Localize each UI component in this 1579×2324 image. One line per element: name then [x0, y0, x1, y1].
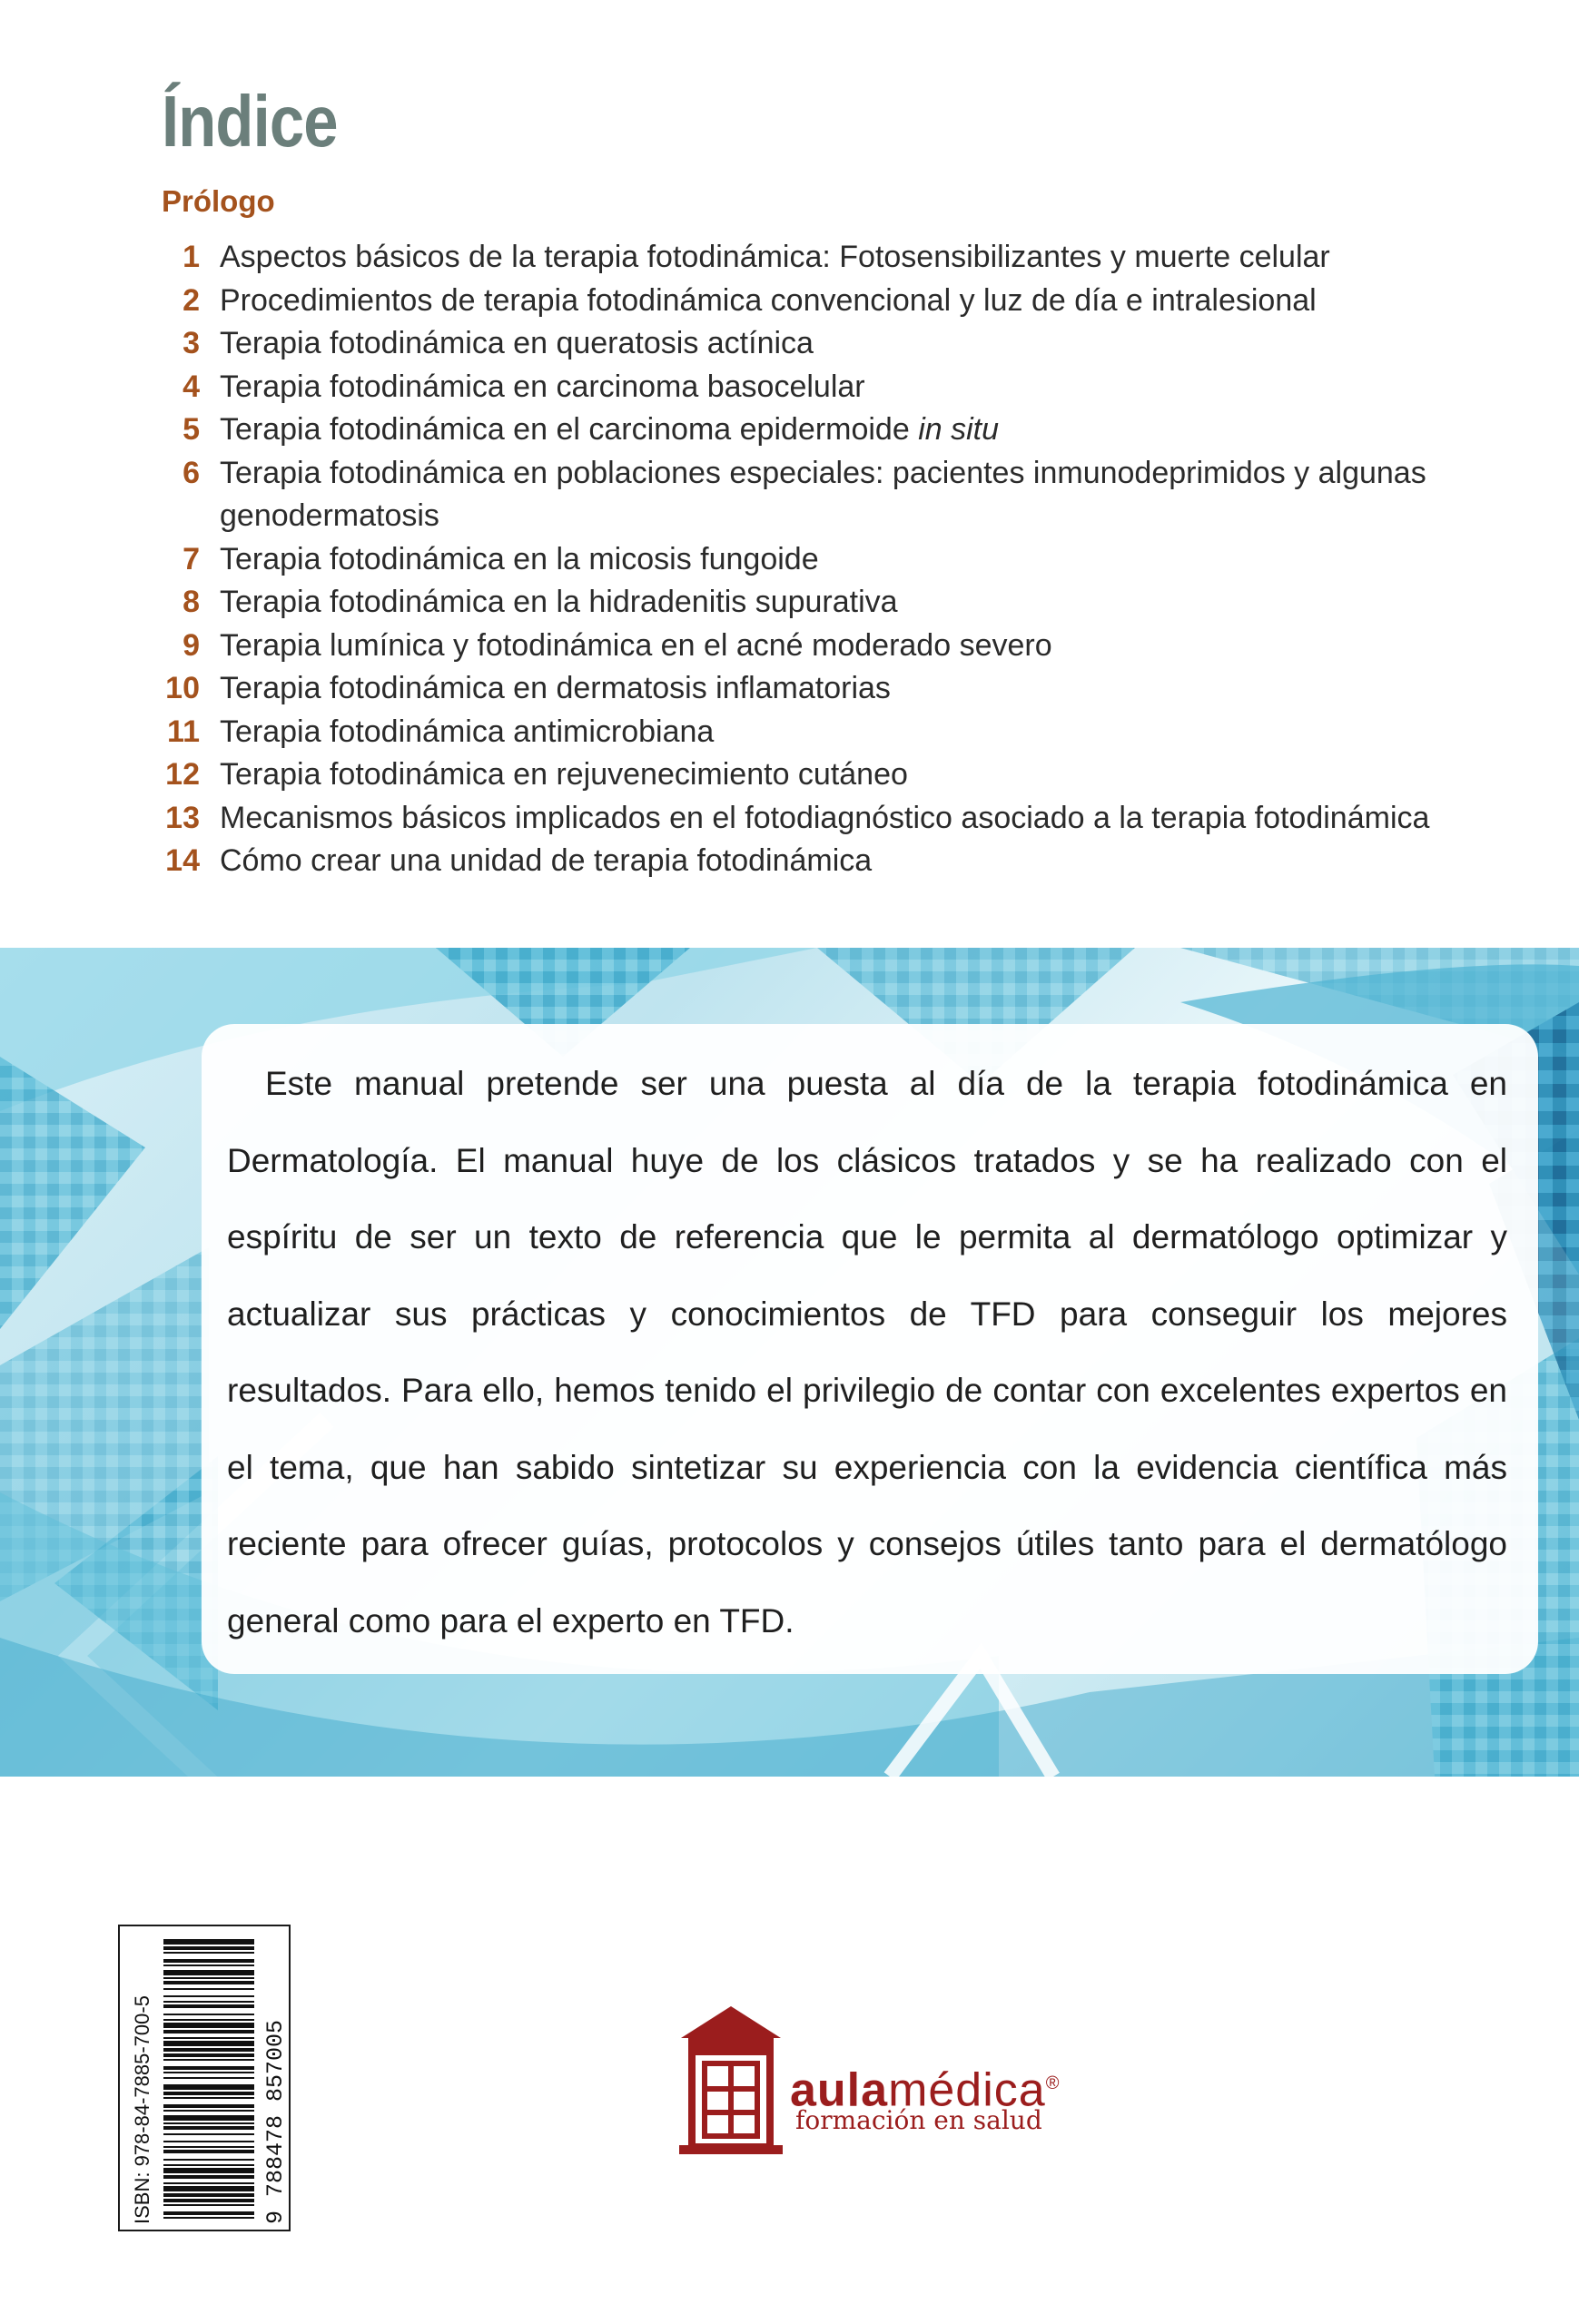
barcode-bar — [163, 2104, 254, 2108]
publisher-name-part1: aula — [790, 2063, 889, 2117]
toc-item-number: 10 — [165, 671, 200, 705]
toc-item-number: 8 — [183, 585, 200, 619]
barcode-bar — [163, 2199, 254, 2202]
barcode-bar — [163, 2092, 254, 2095]
toc-item-title-text: Cómo crear una unidad de terapia fotodinámica — [220, 843, 873, 878]
toc-item — [162, 236, 1487, 280]
description-text: Este manual pretende ser una puesta al día de la terapia fotodinámica en Dermatología. El manual huye de los clásicos tratados y se ha realizado con el espíritu de ser un texto de referencia que le permita al dermatólogo optimizar y actualizar sus prácticas y conocimientos de TFD para conseguir los mejores resultados. Para ello, hemos tenido el privilegio de contar con excelentes expertos en el tema, que han sabido sintetizar su experiencia con la evidencia científica más reciente para ofrecer guías, protocolos y consejos útiles tanto para el dermatólogo general como para el experto en TFD. — [227, 1065, 1507, 1640]
registered-mark: ® — [1045, 2073, 1061, 2093]
toc-list — [162, 236, 1487, 883]
toc-item-title-text: Terapia fotodinámica en carcinoma basocelular — [220, 369, 865, 404]
barcode-bar — [163, 2168, 254, 2173]
toc-item-title-text: Terapia fotodinámica en la micosis fungoide — [220, 541, 819, 576]
toc-item-title — [220, 667, 1487, 711]
toc-item — [162, 753, 1487, 797]
description-box — [202, 1024, 1538, 1674]
toc-item — [162, 409, 1487, 452]
toc-item — [162, 366, 1487, 409]
toc-item-title-text: Terapia lumínica y fotodinámica en el acné moderado severo — [220, 627, 1052, 663]
publisher-tagline: formación en salud — [795, 2105, 1042, 2135]
barcode-bar — [163, 2110, 254, 2112]
toc-item-title-italic: in situ — [918, 412, 1000, 447]
barcode-bar — [163, 2037, 254, 2039]
toc-title: Índice — [162, 81, 338, 162]
barcode-bar — [163, 2097, 254, 2099]
barcode-bar — [163, 2217, 254, 2219]
barcode-bar — [163, 1965, 254, 1966]
toc-item-title — [220, 797, 1487, 841]
barcode-bar — [163, 2059, 254, 2061]
toc-item-title — [220, 840, 1487, 883]
barcode-bar — [163, 1981, 254, 1984]
toc-item-number: 4 — [183, 369, 200, 404]
publisher-name-part2: médica — [888, 2063, 1046, 2117]
toc-item — [162, 280, 1487, 323]
toc-item-title-text: Terapia fotodinámica antimicrobiana — [220, 714, 715, 749]
barcode-bar — [163, 2066, 254, 2070]
toc-item — [162, 625, 1487, 668]
toc-item-title-text: Aspectos básicos de la terapia fotodinámica: Fotosensibilizantes y muerte celular — [220, 240, 1330, 274]
barcode-bar — [163, 1946, 254, 1950]
barcode-bar — [163, 1977, 254, 1979]
toc-item-number: 2 — [183, 282, 200, 318]
toc-item-number: 6 — [183, 455, 200, 490]
toc-item-title — [220, 753, 1487, 797]
barcode-bar — [163, 2204, 254, 2206]
barcode-bar — [163, 2048, 254, 2052]
toc-item-title-text: Terapia fotodinámica en el carcinoma epidermoide — [220, 412, 910, 447]
toc-item-title — [220, 280, 1487, 323]
toc-item-title — [220, 322, 1487, 366]
barcode-bar — [163, 2001, 254, 2003]
toc-item-title — [220, 538, 1487, 582]
toc-item-number: 5 — [183, 412, 200, 447]
toc-item-number: 13 — [165, 800, 200, 835]
toc-item — [162, 538, 1487, 582]
barcode-bar — [163, 2041, 254, 2046]
barcode-bar — [163, 1959, 254, 1963]
toc-prologue: Prólogo — [162, 184, 275, 218]
barcode-bar — [163, 2023, 254, 2028]
barcode-bar — [163, 1939, 254, 1945]
toc-item — [162, 452, 1487, 538]
toc-item-title — [220, 581, 1487, 625]
table-of-contents — [162, 80, 1487, 883]
toc-item-title-text: Terapia fotodinámica en poblaciones especiales: pacientes inmunodeprimidos y algunas genodermatosis — [220, 455, 1426, 533]
barcode-bar — [163, 2084, 254, 2090]
barcode-bar — [163, 2030, 254, 2034]
barcode-bar — [163, 2077, 254, 2079]
barcode-bar — [163, 2115, 254, 2121]
barcode-bar — [163, 2193, 254, 2197]
toc-item-number: 12 — [165, 757, 200, 792]
toc-item-title — [220, 625, 1487, 668]
toc-item — [162, 667, 1487, 711]
toc-item — [162, 711, 1487, 754]
publisher-logo — [672, 2002, 1071, 2156]
barcode-bar — [163, 2122, 254, 2124]
barcode-graphic — [120, 1926, 292, 2233]
toc-item-number: 3 — [183, 326, 200, 360]
barcode-bar — [163, 2150, 254, 2153]
toc-item-title — [220, 452, 1487, 538]
barcode-number: 9 788478 857005 — [262, 2019, 289, 2224]
barcode-bar — [163, 2133, 254, 2135]
toc-item — [162, 581, 1487, 625]
toc-item-title-text: Terapia fotodinámica en la hidradenitis supurativa — [220, 585, 898, 619]
barcode-bar — [163, 1970, 254, 1975]
toc-item-title-text: Mecanismos básicos implicados en el fotodiagnóstico asociado a la terapia fotodinámica — [220, 800, 1430, 835]
barcode-bar — [163, 2004, 254, 2008]
barcode-bar — [163, 1988, 254, 1990]
barcode-bar — [163, 2175, 254, 2179]
toc-item-number: 9 — [183, 627, 200, 663]
isbn-label: ISBN: 978-84-7885-700-5 — [131, 1995, 153, 2224]
barcode-bar — [163, 2146, 254, 2148]
barcode-bar — [163, 2159, 254, 2161]
barcode-bar — [163, 2182, 254, 2184]
toc-item-number: 11 — [167, 714, 200, 749]
toc-item-number: 14 — [165, 843, 200, 878]
toc-item-title-text: Terapia fotodinámica en rejuvenecimiento cutáneo — [220, 757, 908, 792]
toc-item-title-text: Terapia fotodinámica en queratosis actínica — [220, 326, 814, 360]
barcode-bar — [163, 2019, 254, 2021]
toc-item-number: 1 — [183, 240, 200, 274]
toc-item — [162, 840, 1487, 883]
barcode-bar — [163, 2211, 254, 2215]
toc-item-title-text: Procedimientos de terapia fotodinámica convencional y luz de día e intralesional — [220, 282, 1317, 318]
toc-item-title — [220, 711, 1487, 754]
barcode-bar — [163, 2072, 254, 2073]
barcode-bar — [163, 2126, 254, 2130]
toc-item-title — [220, 409, 1487, 452]
toc-item-title-text: Terapia fotodinámica en dermatosis inflamatorias — [220, 671, 891, 705]
barcode-bar — [163, 1952, 254, 1954]
toc-item — [162, 797, 1487, 841]
barcode-bar — [163, 2164, 254, 2166]
barcode-bar — [163, 2186, 254, 2191]
toc-item — [162, 322, 1487, 366]
toc-item-title — [220, 366, 1487, 409]
barcode — [118, 1925, 291, 2231]
toc-item-number: 7 — [183, 541, 200, 576]
barcode-bar — [163, 2014, 254, 2015]
toc-item-title — [220, 236, 1487, 280]
barcode-bar — [163, 1995, 254, 1997]
barcode-bar — [163, 2141, 254, 2142]
barcode-bar — [163, 2053, 254, 2057]
building-icon — [672, 2002, 790, 2156]
